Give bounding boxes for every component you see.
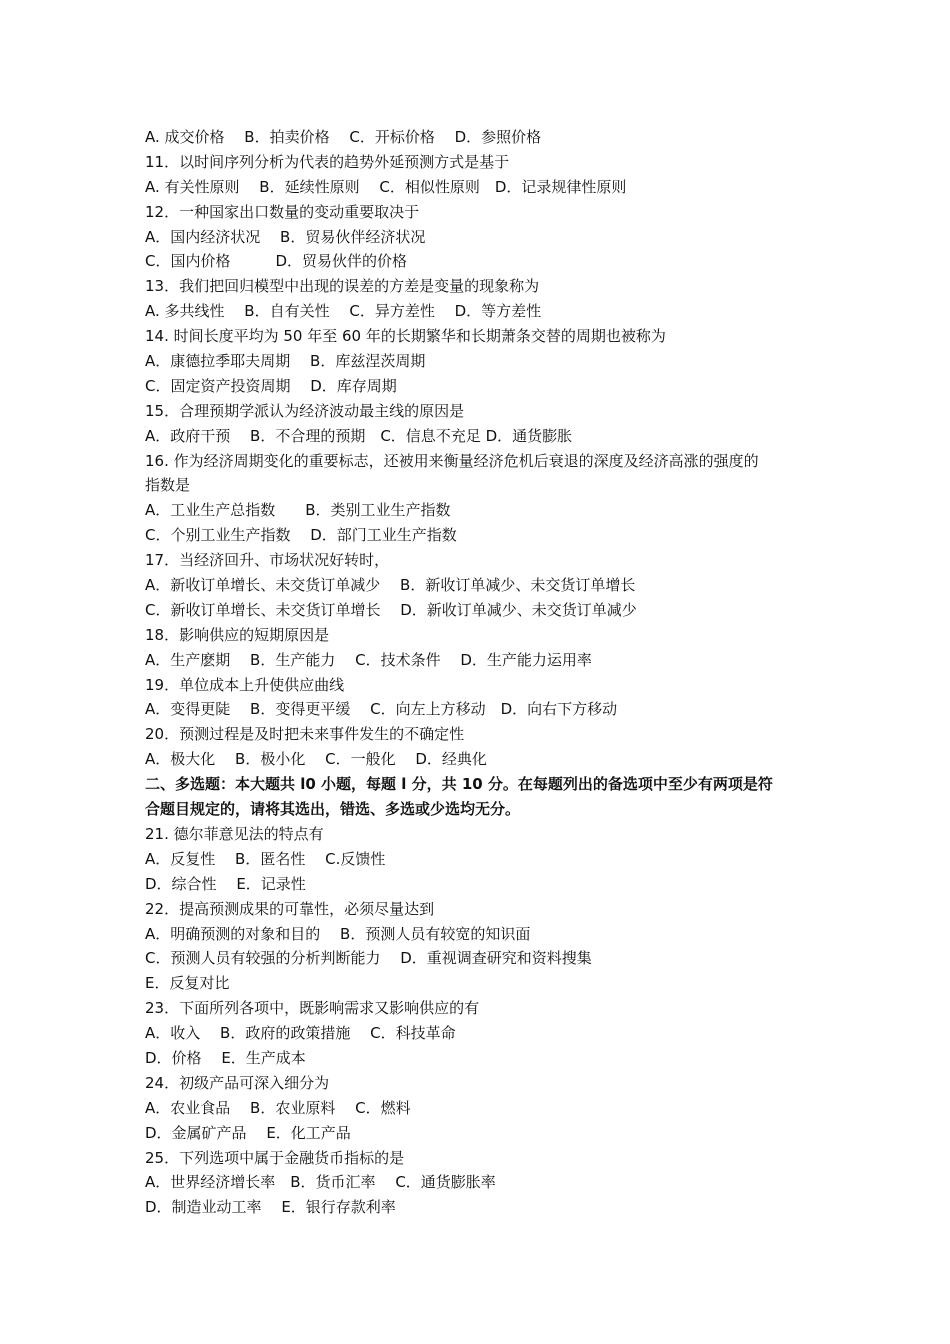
text-line: C．预测人员有较强的分析判断能力 D．重视调查研究和资料搜集 <box>145 949 592 968</box>
text-line: A．新收订单增长、未交货订单减少 B．新收订单减少、未交货订单增长 <box>145 576 636 595</box>
text-line: 18．影响供应的短期原因是 <box>145 625 330 644</box>
text-line: A. 有关性原则 B．延续性原则 C．相似性原则 D．记录规律性原则 <box>145 177 627 196</box>
text-line: A. 成交价格 B．拍卖价格 C．开标价格 D．参照价格 <box>145 128 542 146</box>
text-line: A．康德拉季耶夫周期 B．库兹涅茨周期 <box>145 352 426 371</box>
text-line: 20．预测过程是及时把未来事件发生的不确定性 <box>145 725 465 744</box>
text-line: 12．一种国家出口数量的变动重要取决于 <box>145 202 420 221</box>
text-line: 21. 德尔菲意见法的特点有 <box>145 824 324 843</box>
text-line: 22．提高预测成果的可靠性，必须尽量达到 <box>145 899 435 918</box>
text-line: A．政府干预 B．不合理的预期 C．信息不充足 D．通货膨胀 <box>145 426 573 445</box>
text-line: A．收入 B．政府的政策措施 C．科技革命 <box>145 1024 456 1043</box>
text-line: A．农业食品 B．农业原料 C．燃料 <box>145 1098 411 1117</box>
text-line: C．个别工业生产指数 D．部门工业生产指数 <box>145 526 457 545</box>
text-line: 24．初级产品可深入细分为 <box>145 1073 330 1092</box>
text-line: D．制造业动工率 E．银行存款利率 <box>145 1198 396 1217</box>
text-line: 17．当经济回升、市场状况好转时， <box>145 551 390 570</box>
text-line: C．固定资产投资周期 D．库存周期 <box>145 376 397 395</box>
text-line: 25．下列选项中属于金融货币指标的是 <box>145 1148 405 1167</box>
section-heading-line: 合题目规定的，请将其选出，错选、多选或少选均无分。 <box>145 800 521 819</box>
text-line: D．价格 E．生产成本 <box>145 1048 306 1067</box>
text-line: C．新收订单增长、未交货订单增长 D．新收订单减少、未交货订单减少 <box>145 600 637 619</box>
text-line: 14. 时间长度平均为 50 年至 60 年的长期繁华和长期萧条交替的周期也被称为 <box>145 327 666 346</box>
text-line: A．反复性 B．匿名性 C.反馈性 <box>145 849 386 868</box>
text-line: 指数是 <box>145 476 191 495</box>
text-line: 19．单位成本上升使供应曲线 <box>145 675 345 694</box>
text-line: E．反复对比 <box>145 974 230 993</box>
text-line: 23．下面所列各项中，既影响需求又影响供应的有 <box>145 999 480 1018</box>
text-line: A．极大化 B．极小化 C．一般化 D．经典化 <box>145 750 487 769</box>
text-line: 11．以时间序列分析为代表的趋势外延预测方式是基于 <box>145 152 510 171</box>
text-line: C．国内价格 D．贸易伙伴的价格 <box>145 252 408 271</box>
text-line: A．国内经济状况 B．贸易伙伴经济状况 <box>145 227 426 246</box>
text-line: A. 多共线性 B．自有关性 C．异方差性 D．等方差性 <box>145 302 542 321</box>
question-text-block <box>145 125 815 1220</box>
section-heading-line: 二、多选题：本大题共 l0 小题，每题 l 分，共 10 分。在每题列出的备选项中至少有两项是符 <box>145 775 773 794</box>
text-line: A．生产麽期 B．生产能力 C．技术条件 D．生产能力运用率 <box>145 650 592 669</box>
text-line: 15．合理预期学派认为经济波动最主线的原因是 <box>145 401 465 420</box>
text-line: A．世界经济增长率 B．货币汇率 C．通货膨胀率 <box>145 1173 496 1192</box>
text-line: A．工业生产总指数 B．类别工业生产指数 <box>145 501 451 520</box>
text-line: D．综合性 E．记录性 <box>145 874 306 893</box>
text-line: 13．我们把回归模型中出现的误差的方差是变量的现象称为 <box>145 277 540 296</box>
text-line: 16. 作为经济周期变化的重要标志，还被用来衡量经济危机后衰退的深度及经济高涨的强度的 <box>145 451 759 470</box>
text-line: D．金属矿产品 E．化工产品 <box>145 1123 351 1142</box>
text-line: A．变得更陡 B．变得更平缓 C．向左上方移动 D．向右下方移动 <box>145 700 618 719</box>
text-line: A．明确预测的对象和目的 B．预测人员有较宽的知识面 <box>145 924 531 943</box>
